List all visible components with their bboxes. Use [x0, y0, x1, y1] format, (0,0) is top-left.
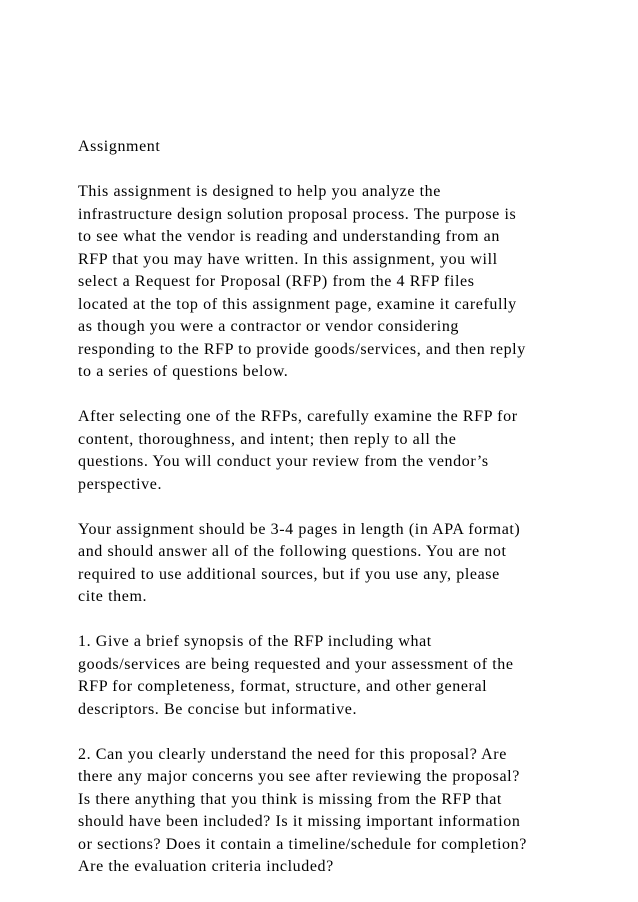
text-line: goods/services are being requested and your assessment of the: [78, 655, 514, 673]
text-line: content, thoroughness, and intent; then reply to all the: [78, 430, 457, 448]
text-line: This assignment is designed to help you analyze the: [78, 183, 441, 200]
document-title: Assignment: [78, 138, 161, 155]
text-line: infrastructure design solution proposal process. The purpose is: [78, 205, 517, 223]
text-line: RFP for completeness, format, structure, and other general: [78, 678, 488, 695]
text-line: 1. Give a brief synopsis of the RFP including what: [78, 633, 432, 650]
text-line: questions. You will conduct your review from the vendor’s: [78, 453, 489, 470]
text-line: select a Request for Proposal (RFP) from the 4 RFP files: [78, 273, 475, 290]
text-line: After selecting one of the RFPs, carefully examine the RFP for: [78, 408, 518, 425]
text-line: to a series of questions below.: [78, 363, 289, 380]
text-line: Are the evaluation criteria included?: [78, 858, 334, 875]
text-line: Is there anything that you think is missing from the RFP that: [78, 790, 502, 808]
text-line: there any major concerns you see after reviewing the proposal?: [78, 768, 520, 785]
text-line: perspective.: [78, 475, 163, 493]
paragraph-intro: [78, 181, 558, 384]
text-line: 2. Can you clearly understand the need for this proposal? Are: [78, 745, 507, 763]
text-line: and should answer all of the following questions. You are not: [78, 543, 507, 560]
question-2: [78, 744, 558, 879]
document-body: [78, 136, 558, 901]
text-line: required to use additional sources, but if you use any, please: [78, 565, 500, 583]
text-line: located at the top of this assignment page, examine it carefully: [78, 295, 517, 313]
text-line: Your assignment should be 3-4 pages in length (in APA format): [78, 520, 521, 538]
text-line: or sections? Does it contain a timeline/schedule for completion?: [78, 835, 527, 853]
question-1: [78, 631, 558, 721]
document-title-block: [78, 136, 558, 159]
text-line: cite them.: [78, 588, 148, 605]
text-line: should have been included? Is it missing important information: [78, 813, 521, 830]
text-line: as though you were a contractor or vendor considering: [78, 318, 460, 335]
text-line: descriptors. Be concise but informative.: [78, 700, 358, 718]
paragraph-requirements: [78, 519, 558, 609]
text-line: responding to the RFP to provide goods/services, and then reply: [78, 340, 526, 358]
paragraph-review: [78, 406, 558, 496]
text-line: to see what the vendor is reading and understanding from an: [78, 228, 500, 245]
text-line: RFP that you may have written. In this assignment, you will: [78, 250, 498, 268]
